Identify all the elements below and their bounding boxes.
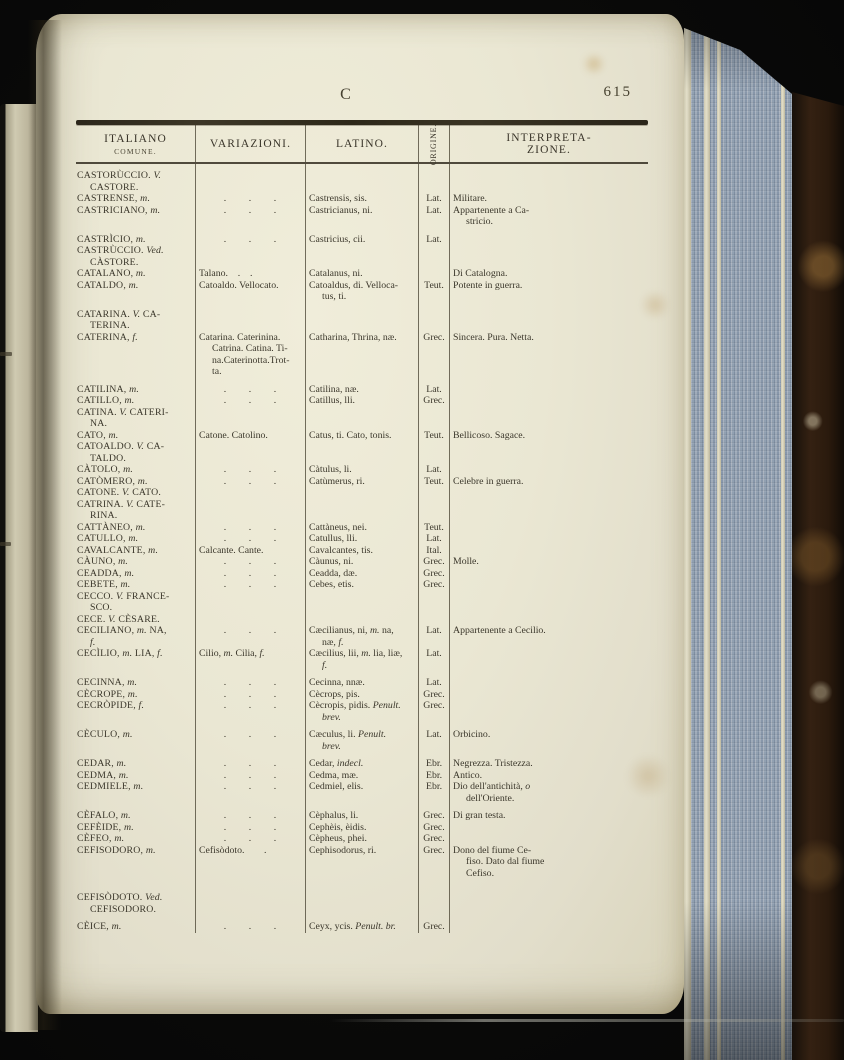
cell-italiano: CASTRÙCCIO. Ved. CÀSTORE. — [77, 245, 164, 268]
cell-origine: Lat. — [418, 671, 449, 689]
cell-origine: Lat. — [418, 193, 449, 205]
cell-origine: Lat. — [418, 228, 449, 246]
cell-italiano: CATALDO, m. — [77, 279, 139, 291]
cell-variazioni: Cefisòdoto. . — [195, 845, 305, 880]
cell-latino — [305, 487, 418, 499]
cell-variazioni — [195, 487, 305, 499]
cell-latino: Cavalcantes, tis. — [305, 545, 418, 557]
cell-interpretazione: Militare. — [449, 193, 648, 205]
cell-origine — [418, 441, 449, 464]
cell-latino: Ceadda, dæ. — [305, 568, 418, 580]
table-row — [76, 671, 648, 689]
cell-variazioni: . . . — [195, 556, 305, 568]
cell-variazioni — [195, 879, 305, 915]
cell-italiano: CATO, m. — [77, 429, 119, 441]
cell-interpretazione — [449, 915, 648, 933]
cell-latino — [305, 245, 418, 268]
cell-origine — [418, 591, 449, 614]
cell-interpretazione: Bellicoso. Sagace. — [449, 430, 648, 442]
cell-variazioni: Catarina. Caterinina. Catrina. Catina. Ti- na.Caterinotta.Trot- ta. — [195, 332, 305, 378]
cell-interpretazione — [449, 245, 648, 268]
foxing-stain — [581, 54, 607, 74]
cell-interpretazione — [449, 228, 648, 246]
cell-italiano: CEDAR, m. — [77, 758, 127, 769]
table-row — [76, 822, 648, 834]
cell-latino — [305, 164, 418, 193]
cell-variazioni — [195, 591, 305, 614]
cell-latino: Cephèis, èidis. — [305, 822, 418, 834]
cell-italiano: CATONE. V. CATO. — [77, 487, 162, 498]
cell-origine: Lat. — [418, 464, 449, 476]
cell-italiano: CATALANO, m. — [77, 268, 146, 279]
cell-variazioni: . . . — [195, 533, 305, 545]
table-row — [76, 770, 648, 782]
cell-variazioni: . . . — [195, 770, 305, 782]
table-row — [76, 545, 648, 557]
cell-interpretazione — [449, 689, 648, 701]
header-variazioni: VARIAZIONI. — [195, 125, 305, 162]
table-row — [76, 781, 648, 804]
cell-latino: Catoaldus, di. Velloca- tus, ti. — [305, 280, 418, 303]
cell-italiano: CATTÀNEO, m. — [77, 521, 146, 533]
cell-interpretazione: Antico. — [449, 770, 648, 782]
cell-latino: Cècropis, pidis. Penult. brev. — [305, 700, 418, 723]
cell-origine: Grec. — [418, 556, 449, 568]
cell-italiano: CECILIANO, m. NA, f. — [77, 625, 167, 648]
cell-latino: Catùmerus, ri. — [305, 476, 418, 488]
cell-latino: Cedma, mæ. — [305, 770, 418, 782]
cell-interpretazione — [449, 522, 648, 534]
cell-origine: Lat. — [418, 205, 449, 228]
cell-latino: Cecinna, nnæ. — [305, 671, 418, 689]
cell-variazioni: . . . — [195, 822, 305, 834]
cell-latino: Cèphalus, li. — [305, 804, 418, 822]
cell-variazioni: . . . — [195, 568, 305, 580]
cell-origine — [418, 499, 449, 522]
cell-latino: Catus, ti. Cato, tonis. — [305, 430, 418, 442]
cell-variazioni — [195, 303, 305, 332]
table-row — [76, 568, 648, 580]
cell-italiano: CATULLO, m. — [77, 533, 139, 544]
header-italiano: ITALIANO COMUNE. — [104, 132, 167, 156]
cell-origine: Teut. — [418, 280, 449, 303]
cell-latino — [305, 879, 418, 915]
cell-italiano: CECINNA, m. — [77, 677, 138, 688]
cell-latino: Catullus, lli. — [305, 533, 418, 545]
cell-origine: Grec. — [418, 568, 449, 580]
cell-italiano: CÈFALO, m. — [77, 810, 131, 821]
cell-interpretazione — [449, 568, 648, 580]
cell-italiano: CEFISODORO, m. — [77, 844, 156, 856]
cell-italiano: CEFISÒDOTO. Ved. CEFISODORO. — [77, 892, 163, 915]
cell-variazioni: . . . — [195, 689, 305, 701]
cell-latino: Cèpheus, phei. — [305, 833, 418, 845]
cell-variazioni: . . . — [195, 205, 305, 228]
cell-variazioni: Catone. Catolino. — [195, 430, 305, 442]
table-row — [76, 591, 648, 614]
cell-origine: Grec. — [418, 915, 449, 933]
header-origine: ORIGINE. — [418, 125, 449, 162]
cell-variazioni: . . . — [195, 804, 305, 822]
cell-italiano: CEDMIELE, m. — [77, 781, 144, 792]
cell-latino: Càunus, ni. — [305, 556, 418, 568]
cell-variazioni — [195, 164, 305, 193]
cell-latino — [305, 614, 418, 626]
cell-italiano: CATOALDO. V. CA- TALDO. — [77, 441, 165, 464]
cell-latino: Cæcilianus, ni, m. na, næ, f. — [305, 625, 418, 648]
cell-italiano: CECÌLIO, m. LIA, f. — [77, 648, 163, 659]
cell-interpretazione — [449, 303, 648, 332]
cell-variazioni: . . . — [195, 833, 305, 845]
cell-italiano: CAVALCANTE, m. — [77, 544, 159, 556]
cell-italiano: CATINA. V. CATERI- NA. — [77, 406, 169, 429]
cell-latino: Catilina, næ. — [305, 378, 418, 396]
cell-latino: Cæculus, li. Penult. brev. — [305, 723, 418, 752]
cell-latino: Catillus, lli. — [305, 395, 418, 407]
table-row — [76, 228, 648, 246]
cell-origine — [418, 614, 449, 626]
cell-italiano: CÈFEO, m. — [77, 833, 125, 844]
cell-variazioni: . . . — [195, 464, 305, 476]
table-row — [76, 833, 648, 845]
cell-interpretazione — [449, 378, 648, 396]
cell-origine — [418, 245, 449, 268]
book-cover-edge — [792, 92, 844, 1060]
table-row — [76, 303, 648, 332]
header-latino: LATINO. — [305, 125, 418, 162]
cell-interpretazione: Appartenente a Cecilio. — [449, 625, 648, 648]
cell-italiano: CATILLO, m. — [77, 395, 135, 406]
cell-interpretazione: Molle. — [449, 556, 648, 568]
book-page — [36, 14, 684, 1014]
cell-latino: Cephisodorus, ri. — [305, 845, 418, 880]
cell-variazioni: Talano. . . — [195, 268, 305, 280]
book-gutter-shadow — [28, 20, 62, 1030]
cell-variazioni: . . . — [195, 723, 305, 752]
table-row — [76, 845, 648, 880]
cell-origine: Grec. — [418, 579, 449, 591]
cell-origine — [418, 303, 449, 332]
cell-latino — [305, 499, 418, 522]
table-row — [76, 700, 648, 723]
cell-interpretazione — [449, 822, 648, 834]
cell-latino: Castricianus, ni. — [305, 205, 418, 228]
cell-origine: Ebr. — [418, 781, 449, 804]
table-row — [76, 280, 648, 303]
cell-variazioni: . . . — [195, 700, 305, 723]
table-row — [76, 205, 648, 228]
cell-origine: Grec. — [418, 689, 449, 701]
table-row — [76, 332, 648, 378]
page-number: 615 — [603, 84, 632, 100]
cell-latino: Càtulus, li. — [305, 464, 418, 476]
table-row — [76, 378, 648, 396]
cell-italiano: CASTRENSE, m. — [77, 193, 151, 204]
table-row — [76, 879, 648, 915]
cell-origine: Grec. — [418, 833, 449, 845]
cell-interpretazione: Di Catalogna. — [449, 268, 648, 280]
cell-italiano: CÈICE, m. — [77, 921, 122, 932]
table-row — [76, 499, 648, 522]
cell-interpretazione: Appartenente a Ca- stricio. — [449, 205, 648, 228]
cell-interpretazione: Dono del fiume Ce- fiso. Dato dal fiume Cefiso. — [449, 845, 648, 880]
cell-variazioni — [195, 499, 305, 522]
cell-variazioni: . . . — [195, 671, 305, 689]
cell-interpretazione — [449, 700, 648, 723]
table-row — [76, 441, 648, 464]
page-edges-stack — [684, 0, 792, 1060]
cell-interpretazione: Di gran testa. — [449, 804, 648, 822]
cell-variazioni — [195, 614, 305, 626]
cell-interpretazione — [449, 499, 648, 522]
cell-latino — [305, 407, 418, 430]
cell-latino: Cattàneus, nei. — [305, 522, 418, 534]
table-row — [76, 579, 648, 591]
cell-interpretazione: Potente in guerra. — [449, 280, 648, 303]
cell-origine: Ital. — [418, 545, 449, 557]
cell-origine — [418, 487, 449, 499]
cell-variazioni: . . . — [195, 378, 305, 396]
table-row — [76, 164, 648, 193]
cell-origine — [418, 268, 449, 280]
table-row — [76, 522, 648, 534]
facing-page-rule-mark — [0, 542, 11, 546]
cell-latino: Castrensis, sis. — [305, 193, 418, 205]
table-row — [76, 464, 648, 476]
cell-latino — [305, 441, 418, 464]
cell-origine: Grec. — [418, 822, 449, 834]
cell-variazioni: . . . — [195, 752, 305, 770]
table-row — [76, 625, 648, 648]
cell-italiano: CECCO. V. FRANCE- SCO. — [77, 590, 170, 613]
table-row — [76, 268, 648, 280]
table-row — [76, 245, 648, 268]
cell-latino: Castricius, cii. — [305, 228, 418, 246]
page-edge-cream-band — [704, 0, 710, 1060]
cell-italiano: CATILINA, m. — [77, 383, 140, 395]
table-row — [76, 476, 648, 488]
table-row — [76, 752, 648, 770]
cell-interpretazione: Negrezza. Tristezza. — [449, 752, 648, 770]
cell-variazioni: . . . — [195, 781, 305, 804]
table-row — [76, 556, 648, 568]
cell-interpretazione: Orbicino. — [449, 723, 648, 752]
cell-variazioni: Cilio, m. Cilia, f. — [195, 648, 305, 671]
table-row — [76, 804, 648, 822]
cell-origine: Lat. — [418, 723, 449, 752]
cell-interpretazione — [449, 579, 648, 591]
cell-interpretazione — [449, 614, 648, 626]
cell-origine: Grec. — [418, 332, 449, 378]
cell-italiano: CÀTOLO, m. — [77, 464, 133, 475]
cell-latino: Cedar, indecl. — [305, 752, 418, 770]
cell-latino: Catharina, Thrina, næ. — [305, 332, 418, 378]
cell-variazioni: . . . — [195, 579, 305, 591]
cell-italiano: CATÒMERO, m. — [77, 475, 148, 487]
cell-variazioni: . . . — [195, 395, 305, 407]
cell-variazioni: . . . — [195, 476, 305, 488]
table-row — [76, 487, 648, 499]
table-row — [76, 723, 648, 752]
table-header-row — [76, 125, 648, 164]
cell-interpretazione — [449, 533, 648, 545]
table-row — [76, 648, 648, 671]
page-edge-cream-band — [684, 0, 691, 1060]
cell-italiano: CEBETE, m. — [77, 579, 131, 590]
cell-origine — [418, 164, 449, 193]
table-row — [76, 395, 648, 407]
cell-italiano: CATERINA, f. — [77, 331, 138, 343]
cell-italiano: CÈCULO, m. — [77, 729, 133, 740]
cell-italiano: CEADDA, m. — [77, 567, 135, 579]
cell-interpretazione — [449, 464, 648, 476]
table-row — [76, 430, 648, 442]
cell-interpretazione — [449, 545, 648, 557]
cell-origine: Teut. — [418, 430, 449, 442]
cell-italiano: CEFÈIDE, m. — [77, 821, 134, 833]
cell-latino — [305, 591, 418, 614]
cell-italiano: CÈCROPE, m. — [77, 688, 138, 700]
table-row — [76, 689, 648, 701]
cell-italiano: CASTORÙCCIO. V. CASTORE. — [77, 170, 162, 193]
page-edge-highlight — [330, 1019, 844, 1022]
cell-interpretazione — [449, 648, 648, 671]
cell-interpretazione — [449, 441, 648, 464]
cell-italiano: CÀUNO, m. — [77, 556, 129, 567]
cell-italiano: CASTRICIANO, m. — [77, 204, 161, 216]
dictionary-table — [76, 120, 648, 933]
cell-interpretazione — [449, 591, 648, 614]
cell-italiano: CECE. V. CÈSARE. — [77, 613, 160, 625]
cell-origine — [418, 407, 449, 430]
cell-origine: Lat. — [418, 378, 449, 396]
cell-origine: Grec. — [418, 395, 449, 407]
cell-variazioni: . . . — [195, 193, 305, 205]
cell-origine: Teut. — [418, 476, 449, 488]
table-row — [76, 614, 648, 626]
cell-variazioni: . . . — [195, 625, 305, 648]
header-interpretazione: INTERPRETA- ZIONE. — [449, 125, 648, 162]
section-letter: C — [340, 86, 352, 103]
cell-variazioni: . . . — [195, 522, 305, 534]
table-row — [76, 915, 648, 933]
table-body — [76, 164, 648, 933]
cell-interpretazione — [449, 879, 648, 915]
cell-variazioni: . . . — [195, 228, 305, 246]
cell-variazioni: Calcante. Cante. — [195, 545, 305, 557]
cell-interpretazione — [449, 164, 648, 193]
cell-interpretazione: Sincera. Pura. Netta. — [449, 332, 648, 378]
cell-origine: Lat. — [418, 533, 449, 545]
cell-origine: Ebr. — [418, 752, 449, 770]
cell-interpretazione — [449, 487, 648, 499]
table-row — [76, 407, 648, 430]
cell-variazioni — [195, 407, 305, 430]
cell-origine: Lat. — [418, 625, 449, 648]
cell-italiano: CASTRÌCIO, m. — [77, 233, 146, 245]
cell-variazioni: Catoaldo. Vellocato. — [195, 280, 305, 303]
cell-italiano: CEDMA, m. — [77, 769, 129, 781]
cell-variazioni — [195, 245, 305, 268]
page-edge-cream-band — [781, 0, 785, 1060]
cell-latino: Cebes, etis. — [305, 579, 418, 591]
cell-italiano: CECRÒPIDE, f. — [77, 700, 145, 711]
cell-latino: Catalanus, ni. — [305, 268, 418, 280]
cell-latino: Cedmiel, elis. — [305, 781, 418, 804]
cell-variazioni — [195, 441, 305, 464]
cell-latino: Cæcilius, lii, m. lia, liæ, f. — [305, 648, 418, 671]
cell-origine: Ebr. — [418, 770, 449, 782]
cell-origine — [418, 879, 449, 915]
table-row — [76, 533, 648, 545]
table-row — [76, 193, 648, 205]
cell-italiano: CATARINA. V. CA- TERINA. — [77, 308, 161, 331]
cell-origine: Lat. — [418, 648, 449, 671]
cell-latino: Cècrops, pis. — [305, 689, 418, 701]
cell-latino — [305, 303, 418, 332]
cell-interpretazione — [449, 671, 648, 689]
facing-page-rule-mark — [0, 352, 12, 356]
cell-variazioni: . . . — [195, 915, 305, 933]
cell-interpretazione: Dio dell'antichità, o dell'Oriente. — [449, 781, 648, 804]
cell-origine: Grec. — [418, 804, 449, 822]
cell-interpretazione — [449, 833, 648, 845]
cell-origine: Teut. — [418, 522, 449, 534]
cell-interpretazione: Celebre in guerra. — [449, 476, 648, 488]
cell-origine: Grec. — [418, 700, 449, 723]
cell-interpretazione — [449, 395, 648, 407]
cell-origine: Grec. — [418, 845, 449, 880]
cell-latino: Ceyx, ycis. Penult. br. — [305, 915, 418, 933]
page-edge-cream-band — [717, 0, 721, 1060]
cell-italiano: CATRINA. V. CATE- RINA. — [77, 498, 166, 521]
cell-interpretazione — [449, 407, 648, 430]
